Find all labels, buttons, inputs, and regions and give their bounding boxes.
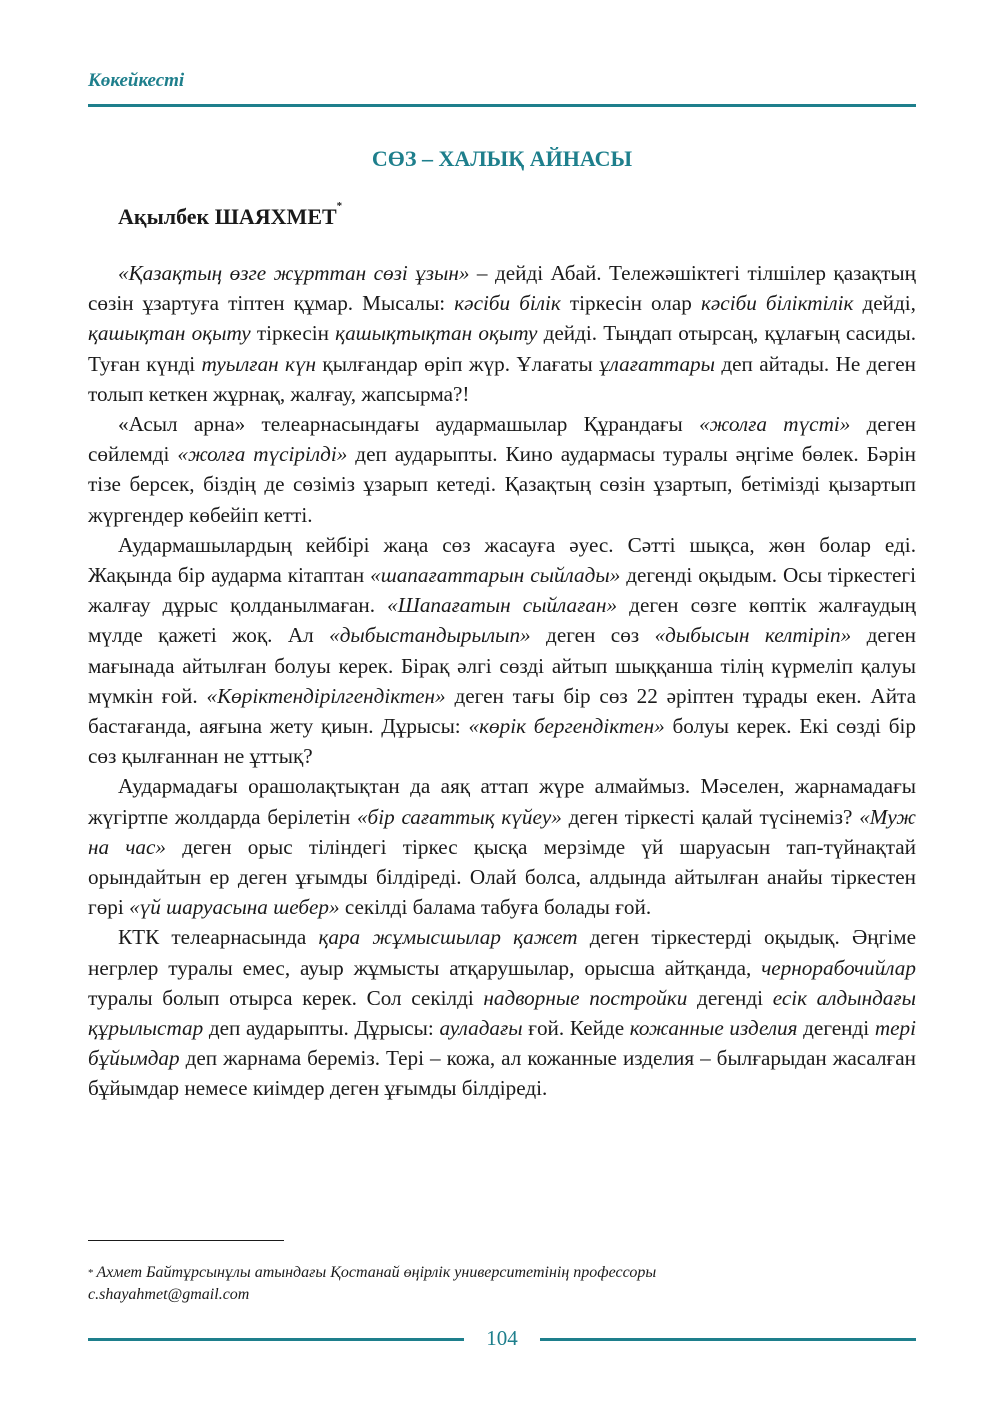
text-run: тіркесін xyxy=(250,321,336,346)
text-run: деп аударыпты. Кино аудармасы туралы әңгіме бөлек. Бәрін тізе берсек, біздің де сөзіміз ұзарып кетеді. Қазақтың сөзін ұзартып, бетімізді қызартып жүргендер көбейіп кетті. xyxy=(88,442,916,527)
italic-run: «бір сағаттық күйеу» xyxy=(356,804,562,829)
text-run: дегенді оқыдым. Осы тіркестегі жалғау дұрыс қолданылмаған. xyxy=(88,563,916,618)
page-number: 104 xyxy=(486,1326,518,1350)
italic-run: ұлағаттары xyxy=(599,351,715,376)
footer-divider-right xyxy=(540,1338,916,1341)
text-run: деген сөйлемді xyxy=(88,412,916,467)
text-run: ғой. Кейде xyxy=(522,1016,630,1041)
paragraph xyxy=(88,258,916,409)
text-run: – дейді Абай. Тележәшіктегі тілшілер қазақтың сөзін ұзартуға тіптен құмар. Мысалы: xyxy=(88,261,916,316)
italic-run: есік алдындағы құрылыстар xyxy=(88,985,917,1041)
italic-run: «үй шаруасына шебер» xyxy=(129,895,340,920)
italic-run: кәсіби біліктілік xyxy=(700,291,854,316)
paragraph xyxy=(88,922,916,1103)
italic-run: «Қазақтың өзге жұрттан сөзі ұзын» xyxy=(118,261,470,285)
italic-run: «дыбыстандырылып» xyxy=(329,623,531,648)
text-run: дейді. Тыңдап отырсаң, құлағың сасиды. Туған күнді xyxy=(88,321,917,376)
author-name: Ақылбек ШАЯХМЕТ xyxy=(118,204,337,229)
text-run: туралы болып отырса керек. Сол секілді xyxy=(88,985,484,1010)
paragraph xyxy=(88,530,916,772)
footnote-mark: * xyxy=(88,1267,94,1279)
text-run: болуы керек. Екі сөзді бір сөз қылғаннан не ұттық? xyxy=(88,714,917,769)
footnote-email: c.shayahmet@gmail.com xyxy=(88,1286,250,1303)
italic-run: «Шапағатын сыйлаған» xyxy=(387,593,618,618)
italic-run: кожанные изделия xyxy=(629,1016,798,1041)
text-run: «Асыл арна» телеарнасындағы аудармашылар Құрандағы xyxy=(118,412,700,437)
header-divider xyxy=(88,104,916,107)
article-author xyxy=(118,200,343,230)
text-run: қылғандар өріп жүр. Ұлағаты xyxy=(316,351,600,376)
text-run: Аудармадағы орашолақтықтан да аяқ аттап жүре алмаймыз. Мәселен, жарнамадағы жүгіртпе жолдарда берілетін xyxy=(88,774,916,829)
article-title: СӨЗ – ХАЛЫҚ АЙНАСЫ xyxy=(371,146,633,171)
footnote-affiliation xyxy=(88,1262,916,1284)
footnote xyxy=(88,1262,916,1306)
paragraph xyxy=(88,409,916,530)
text-run: КТК телеарнасында xyxy=(118,925,319,950)
italic-run: «жолға түсірілді» xyxy=(177,442,348,467)
text-run: деген сөз xyxy=(530,623,655,648)
text-run: дегенді xyxy=(687,985,773,1010)
italic-run: чернорабочийлар xyxy=(761,955,916,980)
italic-run: тері бұйымдар xyxy=(88,1016,916,1071)
text-run: секілді балама табуға болады ғой. xyxy=(339,895,652,920)
author-footnote-mark: * xyxy=(336,200,343,212)
section-label: Көкейкесті xyxy=(88,70,185,91)
italic-run: ауладағы xyxy=(439,1016,523,1041)
paragraph xyxy=(88,771,916,922)
italic-run: «жолға түсті» xyxy=(699,412,851,437)
italic-run: «көрік бергендіктен» xyxy=(468,714,665,739)
text-run: тіркесін олар xyxy=(560,291,701,316)
text-run: деген сөзге көптік жалғаудың мүлде қажеті жоқ. Ал xyxy=(88,593,916,648)
italic-run: «дыбысын келтіріп» xyxy=(654,623,852,648)
italic-run: «Муж на час» xyxy=(88,804,917,859)
italic-run: қара жұмысшылар қажет xyxy=(318,925,578,950)
text-run: деген тіркестерді оқыдық. Әңгіме негрлер туралы емес, ауыр жұмысты атқарушылар, орысша айтқанда, xyxy=(88,925,916,980)
italic-run: «шапағаттарын сыйлады» xyxy=(370,563,621,588)
italic-run: кәсіби білік xyxy=(454,291,561,316)
text-run: деген орыс тіліндегі тіркес қысқа мерзімде үй шаруасын тап-түйнақтай орындайтын ер деген ұғымды білдіреді. Олай болса, алдында айтылған анайы тіркестен гөрі xyxy=(88,834,916,920)
text-run: дейді, xyxy=(853,291,916,316)
text-run: деп айтады. Не деген толып кеткен жұрнақ, жалғау, жапсырма?! xyxy=(88,351,916,406)
italic-run: қашықтықтан оқыту xyxy=(335,321,538,346)
italic-run: надворные постройки xyxy=(483,985,688,1010)
footnote-text: Ахмет Байтұрсынұлы атындағы Қостанай өңірлік университетінің профессоры xyxy=(96,1264,657,1281)
italic-run: «Көріктендірілгендіктен» xyxy=(206,683,446,708)
text-run: деген тіркесті қалай түсінеміз? xyxy=(561,804,860,829)
text-run: деген мағынада айтылған болуы керек. Бірақ әлгі сөзді айтып шыққанша тілің күрмеліп қалуы мүмкін ғой. xyxy=(88,623,916,708)
italic-run: туылған күн xyxy=(201,351,317,376)
text-run: деп жарнама береміз. Тері – кожа, ал кожанные изделия – былғарыдан жасалған бұйымдар немесе киімдер деген ұғымды білдіреді. xyxy=(88,1046,916,1101)
text-run: Аудармашылардың кейбірі жаңа сөз жасауға әуес. Сәтті шықса, жөн болар еді. Жақында бір аударма кітаптан xyxy=(88,532,916,588)
italic-run: қашықтан оқыту xyxy=(88,321,251,346)
text-run: деп аударыпты. Дұрысы: xyxy=(203,1016,440,1041)
text-run: деген тағы бір сөз 22 әріптен тұрады екен. Айта бастағанда, аяғына жету қиын. Дұрысы: xyxy=(88,683,916,739)
footnote-divider xyxy=(88,1240,284,1241)
text-run: дегенді xyxy=(797,1016,875,1041)
footer-divider-left xyxy=(88,1338,464,1341)
article-body xyxy=(88,258,916,1104)
